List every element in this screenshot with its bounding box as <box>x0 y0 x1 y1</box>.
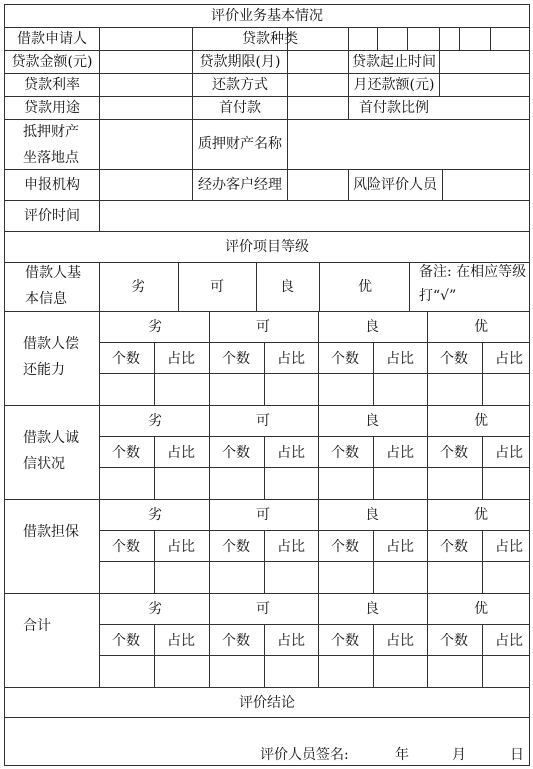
grading-title: 评价项目等级 <box>225 239 309 255</box>
count-header: 个数 <box>331 633 359 649</box>
grade-header: 可 <box>256 319 270 335</box>
col-divider <box>427 405 428 499</box>
grade-good: 良 <box>280 279 294 295</box>
loan-amount-label: 贷款金额(元) <box>11 54 93 70</box>
grade-fair: 可 <box>210 279 224 295</box>
col-divider <box>442 169 443 200</box>
grade-header: 劣 <box>148 507 162 523</box>
row-divider <box>99 624 529 625</box>
col-divider <box>318 499 319 593</box>
col-divider <box>407 27 408 50</box>
section-label: 借款人偿还能力 <box>23 336 79 378</box>
col-divider <box>209 405 210 499</box>
manager-label: 经办客户经理 <box>198 177 282 193</box>
row-divider <box>5 200 529 201</box>
col-divider <box>264 530 265 593</box>
col-divider <box>178 262 179 311</box>
grade-header: 劣 <box>148 413 162 429</box>
col-divider <box>264 342 265 405</box>
count-header: 个数 <box>331 539 359 555</box>
count-header: 个数 <box>112 539 140 555</box>
col-divider <box>348 169 349 200</box>
col-divider <box>154 530 155 593</box>
count-header: 个数 <box>112 351 140 367</box>
ratio-header: 占比 <box>495 539 523 555</box>
col-divider <box>459 27 460 50</box>
col-divider <box>373 530 374 593</box>
col-divider <box>409 262 410 311</box>
col-divider <box>318 405 319 499</box>
interest-rate-label: 贷款利率 <box>24 77 80 93</box>
row-divider <box>5 96 529 97</box>
loan-purpose-label: 贷款用途 <box>24 100 80 116</box>
count-header: 个数 <box>440 633 468 649</box>
col-divider <box>490 27 491 50</box>
row-divider <box>5 687 529 688</box>
ratio-header: 占比 <box>495 351 523 367</box>
col-divider <box>482 530 483 593</box>
col-divider <box>99 593 100 687</box>
grade-header: 劣 <box>148 601 162 617</box>
ratio-header: 占比 <box>167 539 195 555</box>
ratio-header: 占比 <box>167 633 195 649</box>
col-divider <box>377 27 378 50</box>
ratio-header: 占比 <box>386 351 414 367</box>
col-divider <box>264 624 265 687</box>
col-divider <box>192 27 193 200</box>
count-header: 个数 <box>331 351 359 367</box>
day-label: 日 <box>510 747 524 763</box>
col-divider <box>154 342 155 405</box>
col-divider <box>99 311 100 405</box>
ratio-header: 占比 <box>277 633 305 649</box>
row-divider <box>5 73 529 74</box>
grade-header: 可 <box>256 507 270 523</box>
col-divider <box>209 499 210 593</box>
col-divider <box>154 436 155 499</box>
grade-header: 优 <box>474 413 488 429</box>
ratio-header: 占比 <box>277 445 305 461</box>
row-divider <box>5 231 529 232</box>
collateral-location-label: 抵押财产坐落地点 <box>23 124 79 166</box>
row-divider <box>5 593 529 594</box>
col-divider <box>482 436 483 499</box>
grade-header: 可 <box>256 413 270 429</box>
count-header: 个数 <box>112 445 140 461</box>
repay-method-label: 还款方式 <box>212 77 268 93</box>
count-header: 个数 <box>112 633 140 649</box>
count-header: 个数 <box>440 351 468 367</box>
grade-header: 良 <box>365 507 379 523</box>
loan-term-label: 贷款期限(月) <box>199 54 281 70</box>
col-divider <box>373 436 374 499</box>
ratio-header: 占比 <box>386 633 414 649</box>
col-divider <box>99 262 100 311</box>
ratio-header: 占比 <box>495 633 523 649</box>
form-title: 评价业务基本情况 <box>211 8 323 24</box>
count-header: 个数 <box>331 445 359 461</box>
grade-header: 良 <box>365 413 379 429</box>
col-divider <box>427 499 428 593</box>
loan-period-label: 贷款起止时间 <box>352 54 436 70</box>
col-divider <box>482 624 483 687</box>
col-divider <box>209 311 210 405</box>
basic-info-label: 借款人基本信息 <box>25 265 81 307</box>
risk-officer-label: 风险评价人员 <box>353 177 437 193</box>
count-header: 个数 <box>222 445 250 461</box>
month-label: 月 <box>452 747 466 763</box>
col-divider <box>427 593 428 687</box>
col-divider <box>99 405 100 499</box>
col-divider <box>256 262 257 311</box>
grade-header: 优 <box>474 601 488 617</box>
grade-header: 劣 <box>148 319 162 335</box>
section-label: 合计 <box>23 618 51 634</box>
col-divider <box>319 262 320 311</box>
evaluation-form <box>4 4 530 766</box>
ratio-header: 占比 <box>386 539 414 555</box>
grade-note: 备注: 在相应等级打“√” <box>419 264 527 304</box>
institution-label: 申报机构 <box>24 177 80 193</box>
loan-type-label: 贷款种类 <box>242 31 298 47</box>
col-divider <box>373 624 374 687</box>
col-divider <box>373 342 374 405</box>
monthly-repay-label: 月还款额(元) <box>353 77 435 93</box>
col-divider <box>318 593 319 687</box>
grade-header: 优 <box>474 319 488 335</box>
grade-header: 良 <box>365 601 379 617</box>
col-divider <box>287 27 288 200</box>
count-header: 个数 <box>440 539 468 555</box>
row-divider <box>5 717 529 718</box>
col-divider <box>318 311 319 405</box>
count-header: 个数 <box>440 445 468 461</box>
ratio-header: 占比 <box>495 445 523 461</box>
conclusion-title: 评价结论 <box>239 695 295 711</box>
count-header: 个数 <box>222 539 250 555</box>
row-divider <box>99 655 529 656</box>
col-divider <box>482 342 483 405</box>
row-divider <box>99 467 529 468</box>
ratio-header: 占比 <box>277 351 305 367</box>
ratio-header: 占比 <box>386 445 414 461</box>
col-divider <box>209 593 210 687</box>
col-divider <box>99 499 100 593</box>
row-divider <box>5 405 529 406</box>
down-payment-label: 首付款 <box>219 100 261 116</box>
ratio-header: 占比 <box>167 445 195 461</box>
row-divider <box>5 50 529 51</box>
ratio-header: 占比 <box>167 351 195 367</box>
pledge-name-label: 质押财产名称 <box>198 136 282 152</box>
col-divider <box>348 27 349 119</box>
count-header: 个数 <box>222 633 250 649</box>
col-divider <box>264 436 265 499</box>
row-divider <box>99 561 529 562</box>
col-divider <box>439 27 440 96</box>
row-divider <box>99 436 529 437</box>
col-divider <box>99 27 100 231</box>
down-payment-ratio-label: 首付款比例 <box>359 100 429 116</box>
section-label: 借款担保 <box>23 524 79 540</box>
applicant-label: 借款申请人 <box>17 31 87 47</box>
col-divider <box>427 311 428 405</box>
year-label: 年 <box>395 747 409 763</box>
section-label: 借款人诚信状况 <box>23 430 79 472</box>
ratio-header: 占比 <box>277 539 305 555</box>
grade-excellent: 优 <box>358 279 372 295</box>
grade-header: 可 <box>256 601 270 617</box>
signature-label: 评价人员签名: <box>260 747 349 763</box>
row-divider <box>99 373 529 374</box>
row-divider <box>99 530 529 531</box>
eval-time-label: 评价时间 <box>24 208 80 224</box>
grade-header: 优 <box>474 507 488 523</box>
grade-header: 良 <box>365 319 379 335</box>
row-divider <box>5 499 529 500</box>
row-divider <box>99 342 529 343</box>
grade-poor: 劣 <box>131 279 145 295</box>
count-header: 个数 <box>222 351 250 367</box>
row-divider <box>5 27 529 28</box>
col-divider <box>154 624 155 687</box>
